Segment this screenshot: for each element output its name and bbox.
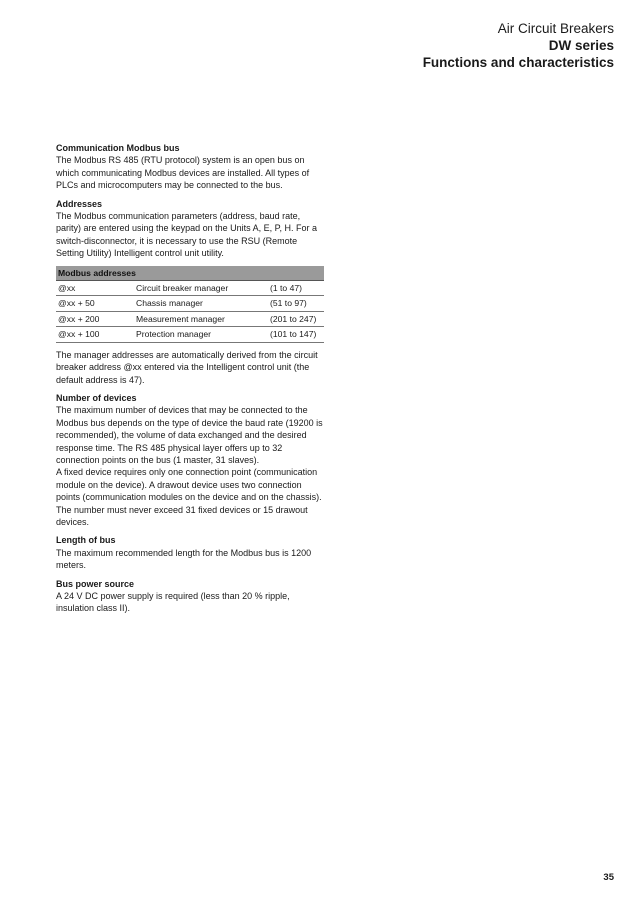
section-addresses xyxy=(56,198,324,260)
section-body: The manager addresses are automatically derived from the circuit breaker address @xx entered via the Intelligent control unit (the default address is 47). xyxy=(56,349,318,385)
manager-cell: Chassis manager xyxy=(134,296,268,311)
section-title: Length of bus xyxy=(56,535,116,546)
section-body: A 24 V DC power supply is required (less than 20 % ripple, insulation class II). xyxy=(56,591,290,614)
header-subtitle: Functions and characteristics xyxy=(422,55,614,70)
range-cell: (101 to 147) xyxy=(268,327,324,342)
header-product-line: Air Circuit Breakers xyxy=(497,21,614,36)
main-column xyxy=(56,142,324,621)
section-body: The maximum number of devices that may be connected to the Modbus bus depends on the type of device the baud rate (19200 is recommended), the volume of data exchanged and the desired response time. The RS 485 physical layer offers up to 32 connection points on the bus (1 master, 31 slaves). xyxy=(56,405,323,465)
page-header xyxy=(423,20,614,71)
range-cell: (1 to 47) xyxy=(268,281,324,296)
table-row xyxy=(56,327,324,342)
address-cell: @xx + 100 xyxy=(56,327,134,342)
address-cell: @xx xyxy=(56,281,134,296)
address-cell: @xx + 200 xyxy=(56,311,134,326)
table-row xyxy=(56,281,324,296)
range-cell: (51 to 97) xyxy=(268,296,324,311)
manager-cell: Protection manager xyxy=(134,327,268,342)
section-manager-note xyxy=(56,349,324,386)
table-header-row xyxy=(56,266,324,281)
section-title: Communication Modbus bus xyxy=(56,143,180,153)
section-length-of-bus xyxy=(56,534,324,571)
range-cell: (201 to 247) xyxy=(268,311,324,326)
section-number-of-devices xyxy=(56,392,324,528)
section-communication xyxy=(56,142,324,192)
table-row xyxy=(56,296,324,311)
section-title: Addresses xyxy=(56,198,103,209)
section-body: The Modbus communication parameters (address, baud rate, parity) are entered using the keypad on the Units A, E, P, H. For a switch-disconnector, it is necessary to use the RSU (Remote Setting Utility) Intelligent control unit utility. xyxy=(56,211,317,259)
section-bus-power-source xyxy=(56,578,324,615)
section-body: A fixed device requires only one connection point (communication module on the device). A drawout device uses two connection points (communication modules on the device and on the chassis). xyxy=(56,467,322,503)
manager-cell: Circuit breaker manager xyxy=(134,281,268,296)
table-header: Modbus addresses xyxy=(56,266,324,281)
modbus-addresses-table xyxy=(56,266,324,343)
address-cell: @xx + 50 xyxy=(56,296,134,311)
table-row xyxy=(56,311,324,326)
section-body: The maximum recommended length for the Modbus bus is 1200 meters. xyxy=(56,547,312,571)
section-body: The Modbus RS 485 (RTU protocol) system is an open bus on which communicating Modbus devices are installed. All types of PLCs and microcomputers may be connected to the bus. xyxy=(56,155,310,191)
section-title: Number of devices xyxy=(56,392,137,403)
manager-cell: Measurement manager xyxy=(134,311,268,326)
header-series: DW series xyxy=(548,38,614,53)
page-number: 35 xyxy=(603,872,614,883)
section-body: The number must never exceed 31 fixed devices or 15 drawout devices. xyxy=(56,504,308,527)
section-title: Bus power source xyxy=(56,578,135,589)
